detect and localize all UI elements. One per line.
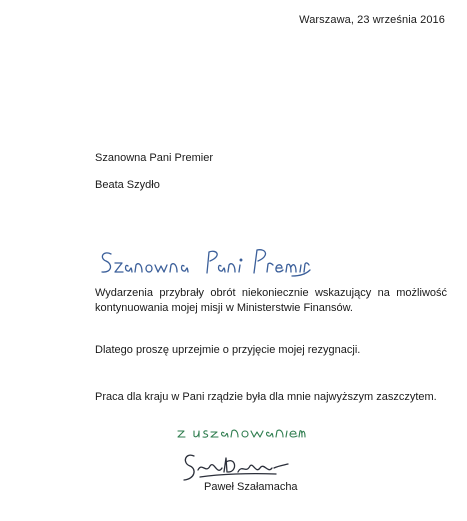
paragraph-1: Wydarzenia przybrały obrót niekoniecznie wskazujący na możliwość kontynuowania mojej misji w Ministerstwie Finansów. [95,287,447,314]
place-and-date: Warszawa, 23 września 2016 [299,14,445,26]
signature [180,450,292,484]
paragraph-3: Praca dla kraju w Pani rządzie była dla mnie najwyższym zaszczytem. [95,391,437,403]
handwritten-closing [176,422,306,442]
recipient-name: Beata Szydło [95,179,160,191]
signer-name: Paweł Szałamacha [204,481,298,493]
paragraph-2: Dlatego proszę uprzejmie o przyjęcie mojej rezygnacji. [95,344,361,356]
handwritten-greeting [97,246,312,280]
recipient-title: Szanowna Pani Premier [95,152,214,164]
